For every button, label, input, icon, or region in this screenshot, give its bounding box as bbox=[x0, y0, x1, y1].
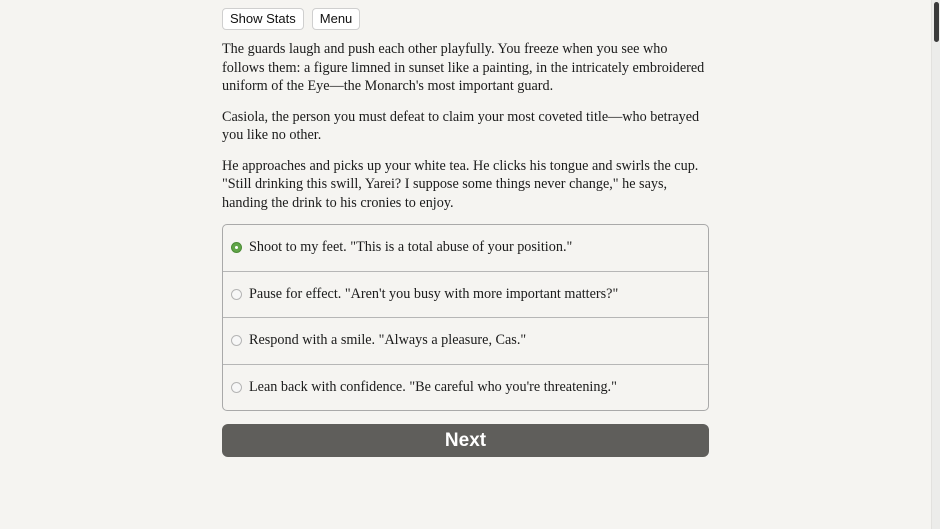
story-paragraph-1: The guards laugh and push each other playfully. You freeze when you see who follows them: a figure limned in sunset like a painting, in the intricately embroidered uniform of the Eye—the Monarch's most important guard. bbox=[222, 41, 705, 94]
next-button[interactable]: Next bbox=[222, 424, 709, 457]
toolbar bbox=[222, 8, 709, 30]
scrollbar-thumb[interactable] bbox=[934, 2, 939, 42]
choice-option-3[interactable] bbox=[223, 318, 708, 365]
story-paragraph-2: Casiola, the person you must defeat to claim your most coveted title—who betrayed you like no other. bbox=[222, 108, 700, 143]
choice-option-2[interactable] bbox=[223, 272, 708, 319]
choice-label: Pause for effect. "Aren't you busy with more important matters?" bbox=[249, 285, 619, 302]
show-stats-button[interactable]: Show Stats bbox=[222, 8, 304, 30]
radio-unselected-icon[interactable] bbox=[231, 382, 242, 393]
main-content bbox=[222, 8, 709, 457]
menu-button[interactable]: Menu bbox=[312, 8, 361, 30]
radio-unselected-icon[interactable] bbox=[231, 335, 242, 346]
choice-label: Shoot to my feet. "This is a total abuse of your position." bbox=[249, 239, 573, 256]
choice-label: Lean back with confidence. "Be careful who you're threatening." bbox=[249, 378, 617, 395]
story-text bbox=[222, 40, 709, 212]
radio-selected-icon[interactable] bbox=[231, 242, 242, 253]
story-paragraph-3: He approaches and picks up your white tea. He clicks his tongue and swirls the cup. "Still drinking this swill, Yarei? I suppose some things never change," he says, handing the drink to his cronies to enjoy. bbox=[222, 157, 699, 211]
choice-option-4[interactable] bbox=[223, 365, 708, 411]
choice-label: Respond with a smile. "Always a pleasure, Cas." bbox=[249, 332, 527, 349]
choice-option-1[interactable] bbox=[223, 225, 708, 272]
radio-unselected-icon[interactable] bbox=[231, 289, 242, 300]
scrollbar[interactable] bbox=[931, 0, 940, 529]
choice-list bbox=[222, 224, 709, 411]
